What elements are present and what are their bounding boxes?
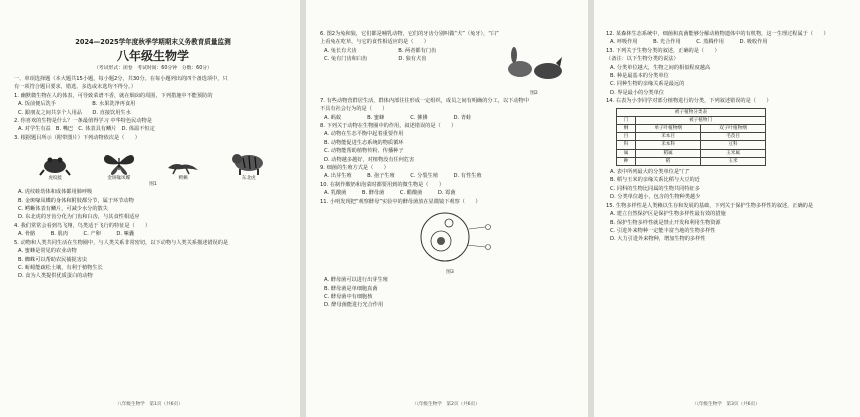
- page-footer: 八年级生物学 第3页（共6页）: [694, 402, 760, 407]
- option-line: A. 分类单位越大，生物之间的相似程度越高: [610, 64, 711, 71]
- table-cell: 玉米属: [701, 149, 766, 157]
- table-row: [617, 157, 766, 165]
- table-row: [617, 125, 766, 133]
- page2-questions-middle: [320, 97, 580, 206]
- lizard-figure: [166, 154, 200, 182]
- table-cell: 双子叶植物纲: [701, 125, 766, 133]
- tiger-icon: [231, 150, 267, 176]
- option-line: A. 表中所列最大的分类单位是“门”: [610, 169, 690, 176]
- yeast-cell-icon: [405, 209, 495, 267]
- text-line: 4. 我们常常会看到鸟飞翔，鸟类适于飞行的特征是（ ）: [14, 222, 151, 229]
- option-line: A. 呼吸作用 B. 光合作用 C. 蒸腾作用 D. 吸收作用: [610, 39, 768, 46]
- option-line: D. 动物越多越好，对植物没有任何危害: [324, 156, 415, 163]
- text-line: 8. 下列关于动物在生物圈中的作用，叙述错误的是（ ）: [320, 123, 457, 130]
- table-row: [617, 116, 766, 124]
- fig3: [320, 209, 580, 267]
- rabbit-wolf-icon: [504, 47, 564, 87]
- page2-questions-bottom: [320, 276, 580, 310]
- option-line: B. 酵母菌是单细胞真菌: [324, 285, 378, 292]
- option-line: B. 保护生物多样性就是禁止开发和利用生物资源: [610, 219, 721, 226]
- text-line: 上看兔在吃草，与它的食性相适应的是（ ）: [320, 39, 429, 46]
- option-line: B. 种是最基本的分类单位: [610, 73, 669, 80]
- option-line: C. 跟朋友之间共享个人用品 D. 直接饮用生水: [18, 109, 131, 116]
- table-cell: 毛茛目: [701, 133, 766, 141]
- table-cell: 玉米: [701, 157, 766, 165]
- table-cell: 单子叶植物纲: [636, 125, 701, 133]
- animal-caption: 东北虎: [241, 176, 256, 182]
- option-line: C. 兔有门齿和臼齿 D. 狼有犬齿: [324, 56, 427, 63]
- table-cell: 科: [617, 141, 636, 149]
- option-line: D. 东北虎的牙齿分化为门齿和臼齿，与其食性相适应: [18, 214, 140, 221]
- classification-table: [616, 108, 766, 166]
- option-line: B. 稻与玉米的亲缘关系比稻与大豆的近: [610, 177, 700, 184]
- option-line: A. 出芽生殖 B. 孢子生殖 C. 分裂生殖 D. 有性生殖: [324, 173, 482, 180]
- table-row: [617, 133, 766, 141]
- option-line: D. 大力引进外来物种，增加生物的多样性: [610, 236, 706, 243]
- option-line: B. 蜘蛛可以帮助农民捕捉害虫: [18, 256, 88, 263]
- text-line: 15. 生物多样性是人类赖以生存和发展的基础，下列关于保护生物多样性的叙述，正确的是: [606, 202, 814, 209]
- animal-figure: [14, 144, 292, 182]
- subject-title: 八年级生物学: [116, 49, 189, 63]
- option-line: D. 食为人类提供优质蛋白的动物: [18, 273, 93, 280]
- exam-note: （考试形式：闭卷 考试时间：60分钟 分数：60分）: [94, 66, 212, 71]
- text-line: 一、单项选择题（本大题共15小题，每小题2分，共30分。在每小题列出的四个备选项中，只: [14, 76, 228, 82]
- q6-block: [320, 47, 580, 97]
- table-cell: 禾本科: [636, 141, 701, 149]
- figure-label: 图3: [446, 270, 454, 276]
- table-cell: 目: [617, 133, 636, 141]
- option-line: B. 动物能促进生态系统的物质循环: [324, 139, 404, 146]
- option-line: A. 动物在生态平衡中起着重要作用: [324, 131, 404, 138]
- table-row: [617, 108, 766, 116]
- table-title: 被子植物分类表: [617, 108, 766, 116]
- text-line: 5. 动物和人类共同生活在生物圈中，与人类关系非常密切，以下动物与人类关系描述错误的是: [14, 239, 229, 246]
- page2-questions-top: [320, 30, 580, 47]
- text-line: 14. 右表为小李同学对部分植物进行的分类，下列叙述错误的是（ ）: [606, 98, 772, 105]
- option-line: A. 骨骼 B. 肌肉 C. 产卵 D. 嗉囊: [18, 231, 135, 238]
- frog-icon: [39, 152, 71, 176]
- option-line: C. 鳄蜥体表有鳞片，可减少水分的散失: [18, 206, 108, 213]
- page3-questions-top: [606, 30, 850, 106]
- table-cell: 被子植物门: [636, 116, 766, 124]
- text-line: 1. 幽默微生物在人的体表，可导致菜谱不香，就在烟囱的周围，下列措施中不能预防的: [14, 92, 213, 99]
- figure-label: 图1: [149, 182, 157, 188]
- option-line: A. 兔长有犬齿 B. 两者都有门齿: [324, 47, 437, 54]
- page3-questions-bottom: [606, 168, 850, 244]
- option-line: C. 引进外来物种一定能丰富当地的生物多样性: [610, 227, 716, 234]
- text-line: 13. 下列关于生物分类的叙述，正确的是（ ）: [606, 47, 720, 54]
- table-cell: 纲: [617, 125, 636, 133]
- text-line: 12. 某森林生态系统中，细菌和真菌能够分解动植物遗体中的有机物，这一生理过程属于（ ）: [606, 31, 829, 37]
- text-line: 10. 在制作酸奶和泡菜时都要用到的微生物是（ ）: [320, 181, 445, 188]
- option-line: A. 对学生有益 B. 嘴巴 C. 体表具有鳞片 D. 体温不恒定: [18, 126, 155, 133]
- figure-label: 图2: [530, 90, 538, 96]
- option-line: A. 蚂蚁 B. 蜜蜂 C. 狒狒 D. 青蛙: [324, 114, 472, 121]
- table-cell: 豆科: [701, 141, 766, 149]
- page1-questions-top: [14, 75, 292, 142]
- table-cell: 属: [617, 149, 636, 157]
- animal-caption: 鳄蜥: [178, 176, 188, 182]
- table-row: [617, 149, 766, 157]
- page-2: [306, 0, 588, 417]
- option-line: A. 酵母菌可以进行出芽生殖: [324, 277, 388, 284]
- page-3: [594, 0, 860, 417]
- text-line: 有一项符合题目要求，错选、多选或未选均不得分。）: [14, 84, 136, 91]
- option-line: A. 乳酸菌 B. 酵母菌 C. 醋酸菌 D. 霉菌: [324, 190, 456, 197]
- fig2: [504, 47, 564, 97]
- butterfly-figure: [102, 150, 136, 182]
- text-line: （备注：以下生物分类的说法）: [606, 56, 679, 63]
- page-1: [0, 0, 300, 417]
- page1-questions-bottom: [14, 188, 292, 280]
- option-line: C. 蚯蚓能疏松土壤，有利于植物生长: [18, 264, 103, 271]
- text-line: 2. 你喜欢的生物是什么？一条最值得学习 中华特色民动物是: [14, 118, 152, 125]
- option-line: D. 酵母菌能进行光合作用: [324, 302, 384, 309]
- text-line: 6. 图2为兔和狼，它们都是哺乳动物，它们的牙齿分别叫做“犬”（兔牙），“臼”: [320, 31, 499, 37]
- page-footer: 八年级生物学 第2页（共6页）: [414, 402, 480, 407]
- option-line: D. 分类单位越小，包含的生物种类越少: [610, 194, 701, 201]
- text-line: 不具有社会行为的是（ ）: [320, 106, 388, 113]
- option-line: C. 动物能帮助植物传粉、传播种子: [324, 148, 404, 155]
- table-row: [617, 141, 766, 149]
- text-line: 3. 根据题目所示（附带图片）下列动物依次是（ ）: [14, 134, 140, 141]
- animal-caption: 虎纹蛙: [48, 176, 63, 182]
- text-line: 11. 小明发现把“观察酵母”实验中的酵母菌放在显微镜下观察（ ）: [320, 198, 481, 205]
- option-line: A. 饭前便后洗手 B. 水果洗净再食用: [18, 101, 136, 108]
- option-line: C. 同种生物的亲缘关系是最远的: [610, 81, 685, 88]
- table-cell: 种: [617, 157, 636, 165]
- lizard-icon: [166, 154, 200, 176]
- text-line: 7. 有些动物营群居生活，群体内部往往形成一定组织，成员之间有明确的分工，以下动物中: [320, 97, 529, 104]
- option-line: D. 界是最小的分类单位: [610, 89, 664, 96]
- option-line: C. 酵母菌中有细胞核: [324, 293, 373, 300]
- option-line: B. 金斑喙凤蝶的身体和附肢都分节，属于环节动物: [18, 197, 134, 204]
- animal-caption: 金斑喙凤蝶: [107, 176, 131, 182]
- frog-figure: [39, 152, 71, 182]
- table-cell: 禾本目: [636, 133, 701, 141]
- page-footer: 八年级生物学 第1页（共6页）: [117, 402, 183, 407]
- text-line: 9. 细菌的生殖方式是（ ）: [320, 165, 389, 172]
- option-line: A. 虎纹蛙幼体和成体都用肺呼吸: [18, 189, 93, 196]
- option-line: A. 建立自然保护区是保护生物多样性最有效的措施: [610, 211, 726, 218]
- table-cell: 稻属: [636, 149, 701, 157]
- option-line: C. 同科的生物比同属的生物共同特征多: [610, 185, 700, 192]
- table-cell: 门: [617, 116, 636, 124]
- table-cell: 稻: [636, 157, 701, 165]
- tiger-figure: [231, 150, 267, 182]
- exam-title: 2024—2025学年度秋季学期期末义务教育质量监测: [75, 38, 231, 46]
- option-line: A. 蜜蜂是常见的农业动物: [18, 248, 77, 255]
- butterfly-icon: [102, 150, 136, 176]
